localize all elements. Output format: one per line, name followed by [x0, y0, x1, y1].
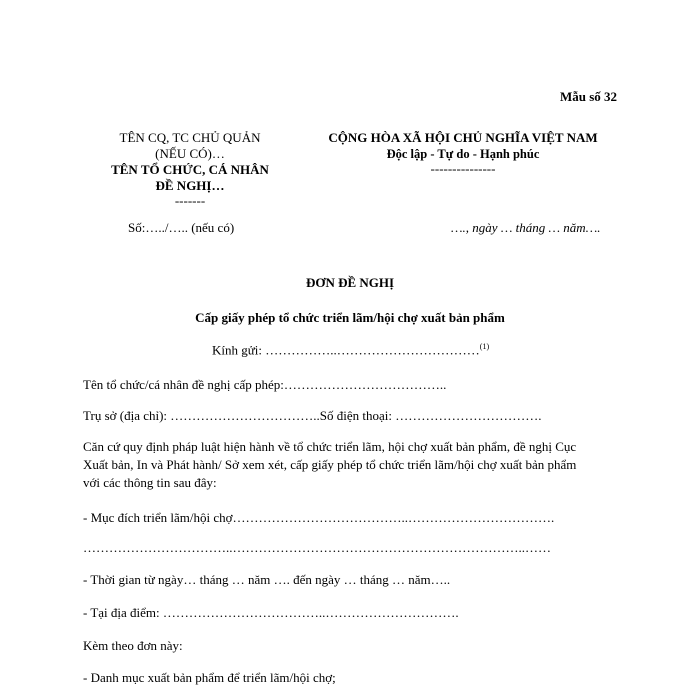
- recipient-line: [212, 342, 489, 358]
- basis-line-2: Xuất bản, In và Phát hành/ Sở xem xét, cấp giấy phép tổ chức triển lãm/hội chợ xuất bản phẩm: [83, 457, 577, 472]
- basis-line-3: với các thông tin sau đây:: [83, 475, 217, 490]
- address-field: Trụ sở (địa chỉ): ……………………………..Số điện thoại: …………………………….: [83, 408, 542, 423]
- purpose-field: - Mục đích triển lãm/hội chợ…………………………………..…………………………….: [83, 510, 555, 525]
- recipient-text: Kính gửi: ……………..……………………………: [212, 342, 480, 358]
- date-line: …., ngày … tháng … năm….: [451, 220, 601, 235]
- national-motto: Độc lập - Tự do - Hạnh phúc: [386, 147, 540, 161]
- document-subtitle: Cấp giấy phép tổ chức triển lãm/hội chợ xuất bản phẩm: [195, 310, 505, 325]
- recipient-footnote: (1): [479, 342, 490, 351]
- form-number: Mẫu số 32: [559, 89, 617, 104]
- location-field: - Tại địa điểm: ………………………………..………………………….: [83, 605, 459, 620]
- left-header: [90, 130, 290, 208]
- parent-agency-note: (NẾU CÓ)…: [155, 146, 225, 161]
- basis-paragraph: [83, 438, 576, 492]
- attachment-item: - Danh mục xuất bản phẩm để triển lãm/hội chợ;: [83, 670, 336, 685]
- document-title: ĐƠN ĐỀ NGHỊ: [305, 275, 395, 290]
- document-number: Số:…../….. (nếu có): [128, 220, 235, 235]
- purpose-continuation: ……………………………..…………………………………………………………..……: [83, 540, 551, 555]
- left-divider: -------: [174, 193, 206, 208]
- applicant-field: Tên tổ chức/cá nhân đề nghị cấp phép:………………………………..: [83, 377, 447, 392]
- right-divider: ---------------: [430, 161, 496, 176]
- time-field: - Thời gian từ ngày… tháng … năm …. đến ngày … tháng … năm…..: [83, 572, 451, 587]
- basis-line-1: Căn cứ quy định pháp luật hiện hành về tổ chức triển lãm, hội chợ xuất bản phẩm, đề nghị Cục: [83, 439, 577, 454]
- applicant-org-label-2: ĐỀ NGHỊ…: [155, 178, 225, 193]
- right-header: [302, 130, 624, 176]
- attachments-label: Kèm theo đơn này:: [83, 638, 183, 653]
- country-name: CỘNG HÒA XÃ HỘI CHỦ NGHĨA VIỆT NAM: [328, 130, 598, 145]
- applicant-org-label: TÊN TỔ CHỨC, CÁ NHÂN: [111, 162, 269, 177]
- parent-agency-label: TÊN CQ, TC CHỦ QUẢN: [119, 130, 261, 145]
